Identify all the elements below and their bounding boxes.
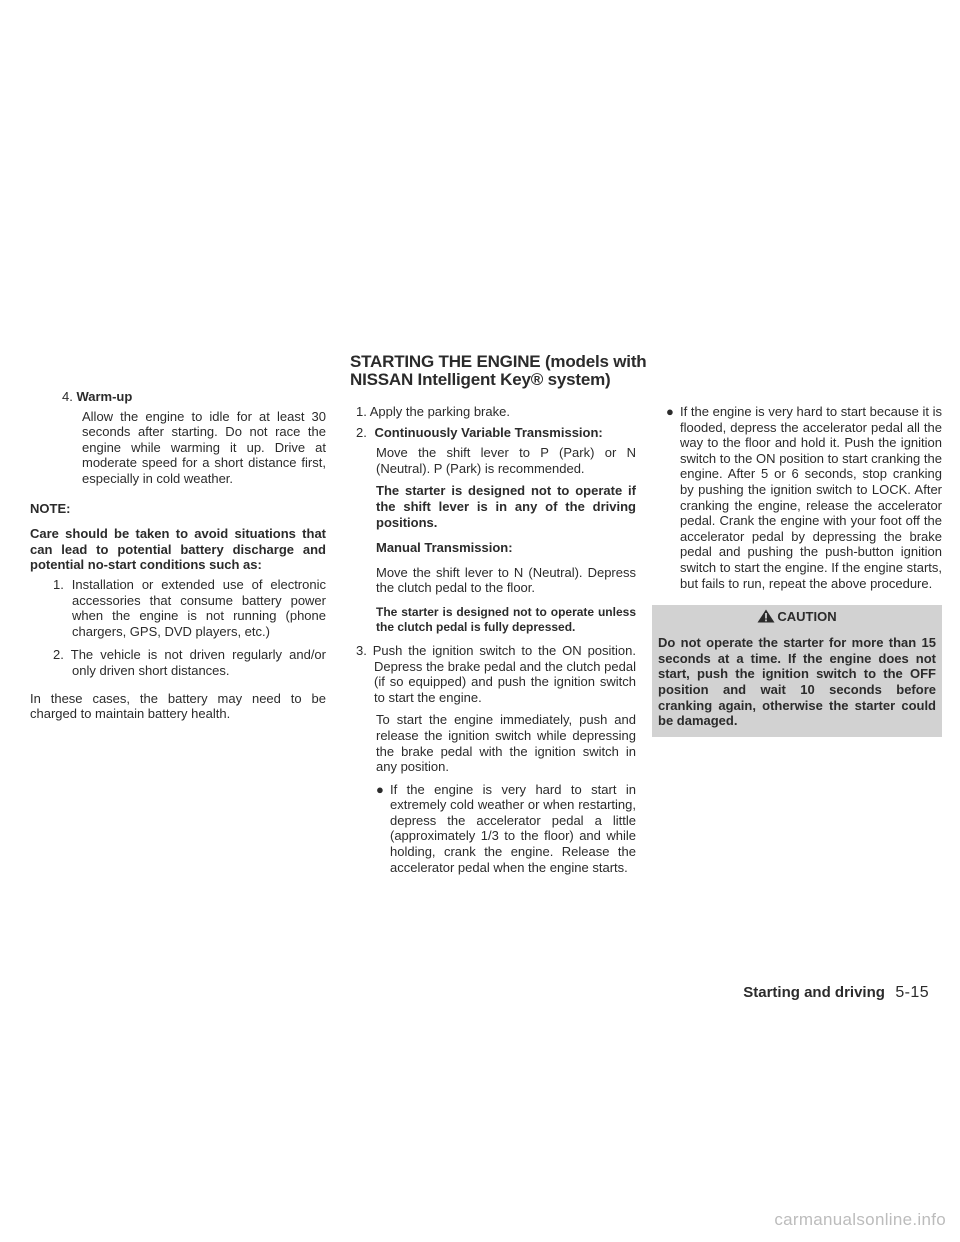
- step-2-title: Continuously Variable Transmission:: [374, 424, 603, 440]
- mt-title: Manual Transmission:: [376, 540, 513, 556]
- step-2-text: Move the shift lever to P (Park) or N (Neutral). P (Park) is recommended.: [376, 445, 636, 476]
- bullet-icon: ●: [376, 781, 384, 797]
- closing-text: In these cases, the battery may need to be charged to maintain battery health.: [30, 690, 326, 722]
- section-title-line2: NISSAN Intelligent Key® system): [350, 370, 611, 389]
- caution-box: [652, 605, 942, 737]
- section-title: [350, 353, 646, 389]
- footer-chapter: Starting and driving: [743, 984, 885, 1001]
- step-3: [340, 643, 636, 705]
- step-1-number: 1.: [356, 404, 367, 419]
- note-item-1-number: 1.: [53, 576, 64, 592]
- step-2-number: 2.: [356, 424, 367, 440]
- item-4-text: Allow the engine to idle for at least 30 seconds after starting. Do not race the engine while warming it up. Drive at moderate speed for a short distance first, especially in cold weather.: [82, 408, 326, 486]
- step-3-text: Push the ignition switch to the ON position. Depress the brake pedal and the clutch pedal (if so equipped) and push the ignition switch to start the engine.: [372, 642, 636, 705]
- caution-header: [652, 605, 942, 629]
- column-middle: [340, 404, 636, 875]
- bullet-icon: ●: [666, 404, 674, 419]
- page-footer: [743, 984, 929, 1002]
- note-item-1: [30, 577, 326, 639]
- bullet-flooded-text: If the engine is very hard to start because it is flooded, depress the accelerator pedal all the way to the floor and hold it. Push the ignition switch to the ON position to start cranking the engine. After 5 or 6 seconds, stop cranking by pushing the ignition switch to LOCK. After cranking the engine, release the accelerator pedal. Crank the engine with your foot off the accelerator pedal by depressing the brake pedal and pushing the push-button ignition switch to start the engine. If the engine starts, but fails to run, repeat the above procedure.: [680, 404, 942, 591]
- caution-triangle-icon: [757, 609, 775, 623]
- note-text: Care should be taken to avoid situations that can lead to potential battery discharge and potential no-start conditions such as:: [30, 526, 326, 573]
- note-item-2-text: The vehicle is not driven regularly and/or only driven short distances.: [70, 647, 326, 678]
- step-1: [356, 404, 636, 420]
- column-right: [652, 404, 942, 737]
- caution-text: Do not operate the starter for more than 15 seconds at a time. If the engine does not start, push the ignition switch to the OFF position and wait 10 seconds before cranking again, otherwise the starter could be damaged.: [652, 629, 942, 737]
- item-4: [30, 389, 326, 405]
- note-label: NOTE:: [30, 500, 71, 516]
- step-2: [356, 425, 636, 441]
- step-3-number: 3.: [356, 642, 367, 658]
- footer-page-number: 5-15: [895, 984, 929, 1001]
- caution-label: CAUTION: [777, 609, 837, 625]
- note-item-1-text: Installation or extended use of electronic accessories that consume battery power when the engine is not running (phone chargers, GPS, DVD players, etc.): [71, 576, 326, 639]
- mt-text: Move the shift lever to N (Neutral). Depress the clutch pedal to the floor.: [376, 564, 636, 596]
- section-title-line1: STARTING THE ENGINE (models with: [350, 352, 647, 371]
- cvt-warning: The starter is designed not to operate if the shift lever is in any of the driving positions.: [376, 483, 636, 530]
- bullet-cold-weather: [340, 782, 636, 876]
- step-1-text: Apply the parking brake.: [369, 404, 510, 419]
- note-item-2-number: 2.: [53, 647, 64, 663]
- item-4-number: 4.: [62, 389, 73, 404]
- note-item-2: [30, 647, 326, 678]
- bullet-flooded: [652, 404, 942, 591]
- item-4-title: Warm-up: [76, 389, 133, 404]
- watermark: carmanualsonline.info: [774, 1210, 946, 1229]
- bullet-cold-weather-text: If the engine is very hard to start in extremely cold weather or when restarting, depress the accelerator pedal a little (approximately 1/3 to the floor) and while holding, crank the engine. Release the accelerator pedal when the engine starts.: [390, 781, 636, 875]
- column-left: [30, 389, 326, 722]
- mt-warning: The starter is designed not to operate unless the clutch pedal is fully depressed.: [376, 604, 636, 634]
- step-3-extra: To start the engine immediately, push and release the ignition switch while depressing the brake pedal with the ignition switch in any position.: [376, 712, 636, 775]
